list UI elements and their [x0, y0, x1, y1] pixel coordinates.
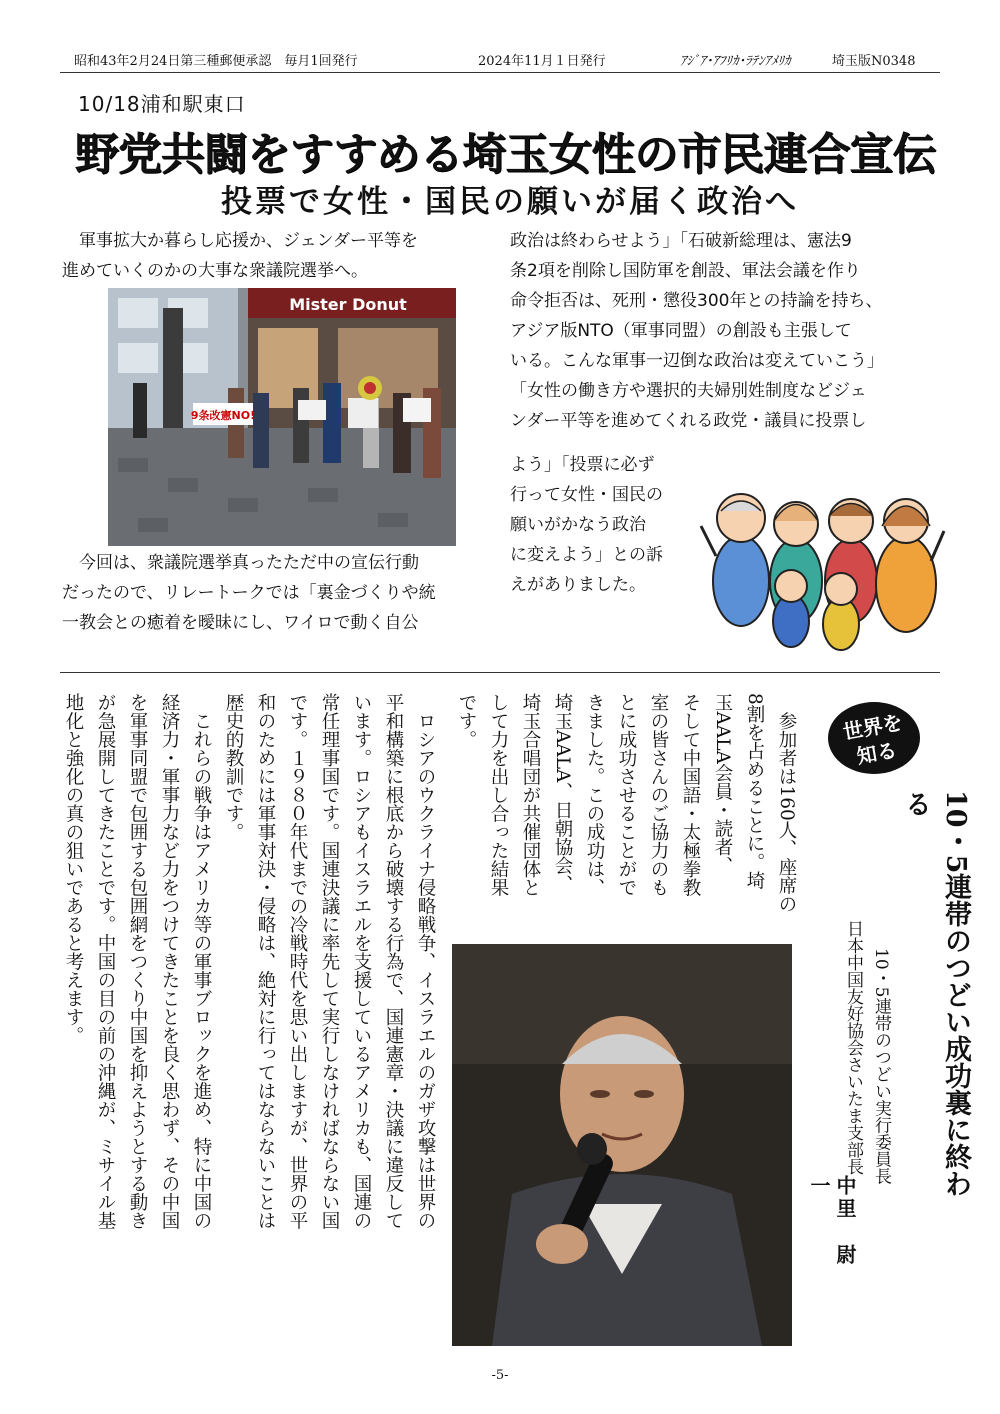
page-number: -5- — [491, 1368, 509, 1383]
speech-quote-ending: よう」「投票に必ず 行って女性・国民の 願いがかなう政治 に変えよう」との訴 えがありました。 — [510, 455, 663, 595]
speaker-photo — [452, 944, 792, 1346]
postal-permit: 昭和43年2月24日第三種郵便承認 毎月1回発行 — [74, 54, 358, 69]
rally-photo-illustration — [108, 288, 456, 546]
participation-paragraph: 参加者は160人、座席の 8割を占めることに。埼 玉AALA会員・読者、 そして中国語・太極拳教 室の皆さんのご協力のも とに成功させることがで きました。この成功は、 埼玉AALA、日朝協会、 埼玉合唱団が共催団体と して力を出し合った結果 です。 — [456, 693, 797, 914]
org-name: ｱｼﾞｱ･ｱﾌﾘｶ･ﾗﾃﾝｱﾒﾘｶ — [680, 54, 791, 69]
byline-org: 日本中国友好協会さいたま支部長 — [843, 920, 863, 1175]
issue-date: 2024年11月１日発行 — [478, 54, 606, 69]
intro-paragraph: 軍事拡大か暮らし応援か、ジェンダー平等を 進めていくのかの大事な衆議院選挙へ。 — [62, 231, 418, 281]
rally-photo — [108, 288, 456, 546]
speech-quote-paragraph: 政治は終わらせよう」「石破新総理は、憲法9 条2項を削除し国防軍を創設、軍法会議を作り 命令拒否は、死刑・懲役300年との持論を持ち、 アジア版NTO（軍事同盟）の創設も主張して いる。こんな軍事一辺倒な政治は変えていこう」 「女性の働き方や選択的夫婦別姓制度などジェ ンダー平等を進めてくれる政党・議員に投票し — [510, 231, 884, 431]
analysis-paragraph: ロシアのウクライナ侵略戦争、イスラエルのガザ攻撃は世界の 平和構築に根底から破壊する行為で、国連憲章・決議に違反して います。ロシアもイスラエルを支援しているアメリカも、国連の 常任理事国です。国連決議に率先して実行しなければならない国 です。１９８０年代までの冷戦時代を思い出しますが、世界の平 和のためには軍事対決・侵略は、絶対に行ってはならないことは 歴史的教訓です。 これらの戦争はアメリカ等の軍事ブロックを進め、特に中国の 経済力・軍事力など力をつけてきたことを良く思わず、その中国 を軍事同盟で包囲する包囲網をつくり中国を抑えようとする動き が急展開してきたことです。中国の目の前の沖縄が、ミサイル基 地化と強化の真の狙いであると考えます。 — [63, 693, 436, 1230]
section-divider — [60, 672, 940, 673]
relay-talk-paragraph: 今回は、衆議院選挙真ったただ中の宣伝行動 だったので、リレートークでは「裏金づくりや統 一教会との癒着を曖昧にし、ワイロで動く自公 — [62, 553, 436, 633]
family-illustration — [696, 466, 946, 656]
protest-sign: 9条改憲NO! — [190, 409, 256, 422]
article-kicker: 10/18浦和駅東口 — [78, 92, 246, 116]
header-rule — [60, 72, 940, 73]
speaker-photo-illustration — [452, 944, 792, 1346]
world-badge-text-2: 知る — [855, 737, 899, 769]
subheadline: 投票で女性・国民の願いが届く政治へ — [221, 184, 799, 220]
author-name: 中里 尉一 — [807, 1175, 857, 1267]
world-badge — [826, 700, 922, 776]
byline-role: 10・5連帯のつどい実行委員長 — [871, 948, 891, 1185]
page-title: 野党共闘をすすめる埼玉女性の市民連合宣伝 — [74, 129, 936, 180]
world-badge-text-1: 世界を — [841, 710, 905, 745]
edition-number: 埼玉版N0348 — [832, 54, 916, 69]
article2-headline: 10・5連帯のつどい成功裏に終わる — [900, 790, 971, 1198]
shop-sign: Mister Donut — [289, 295, 407, 314]
